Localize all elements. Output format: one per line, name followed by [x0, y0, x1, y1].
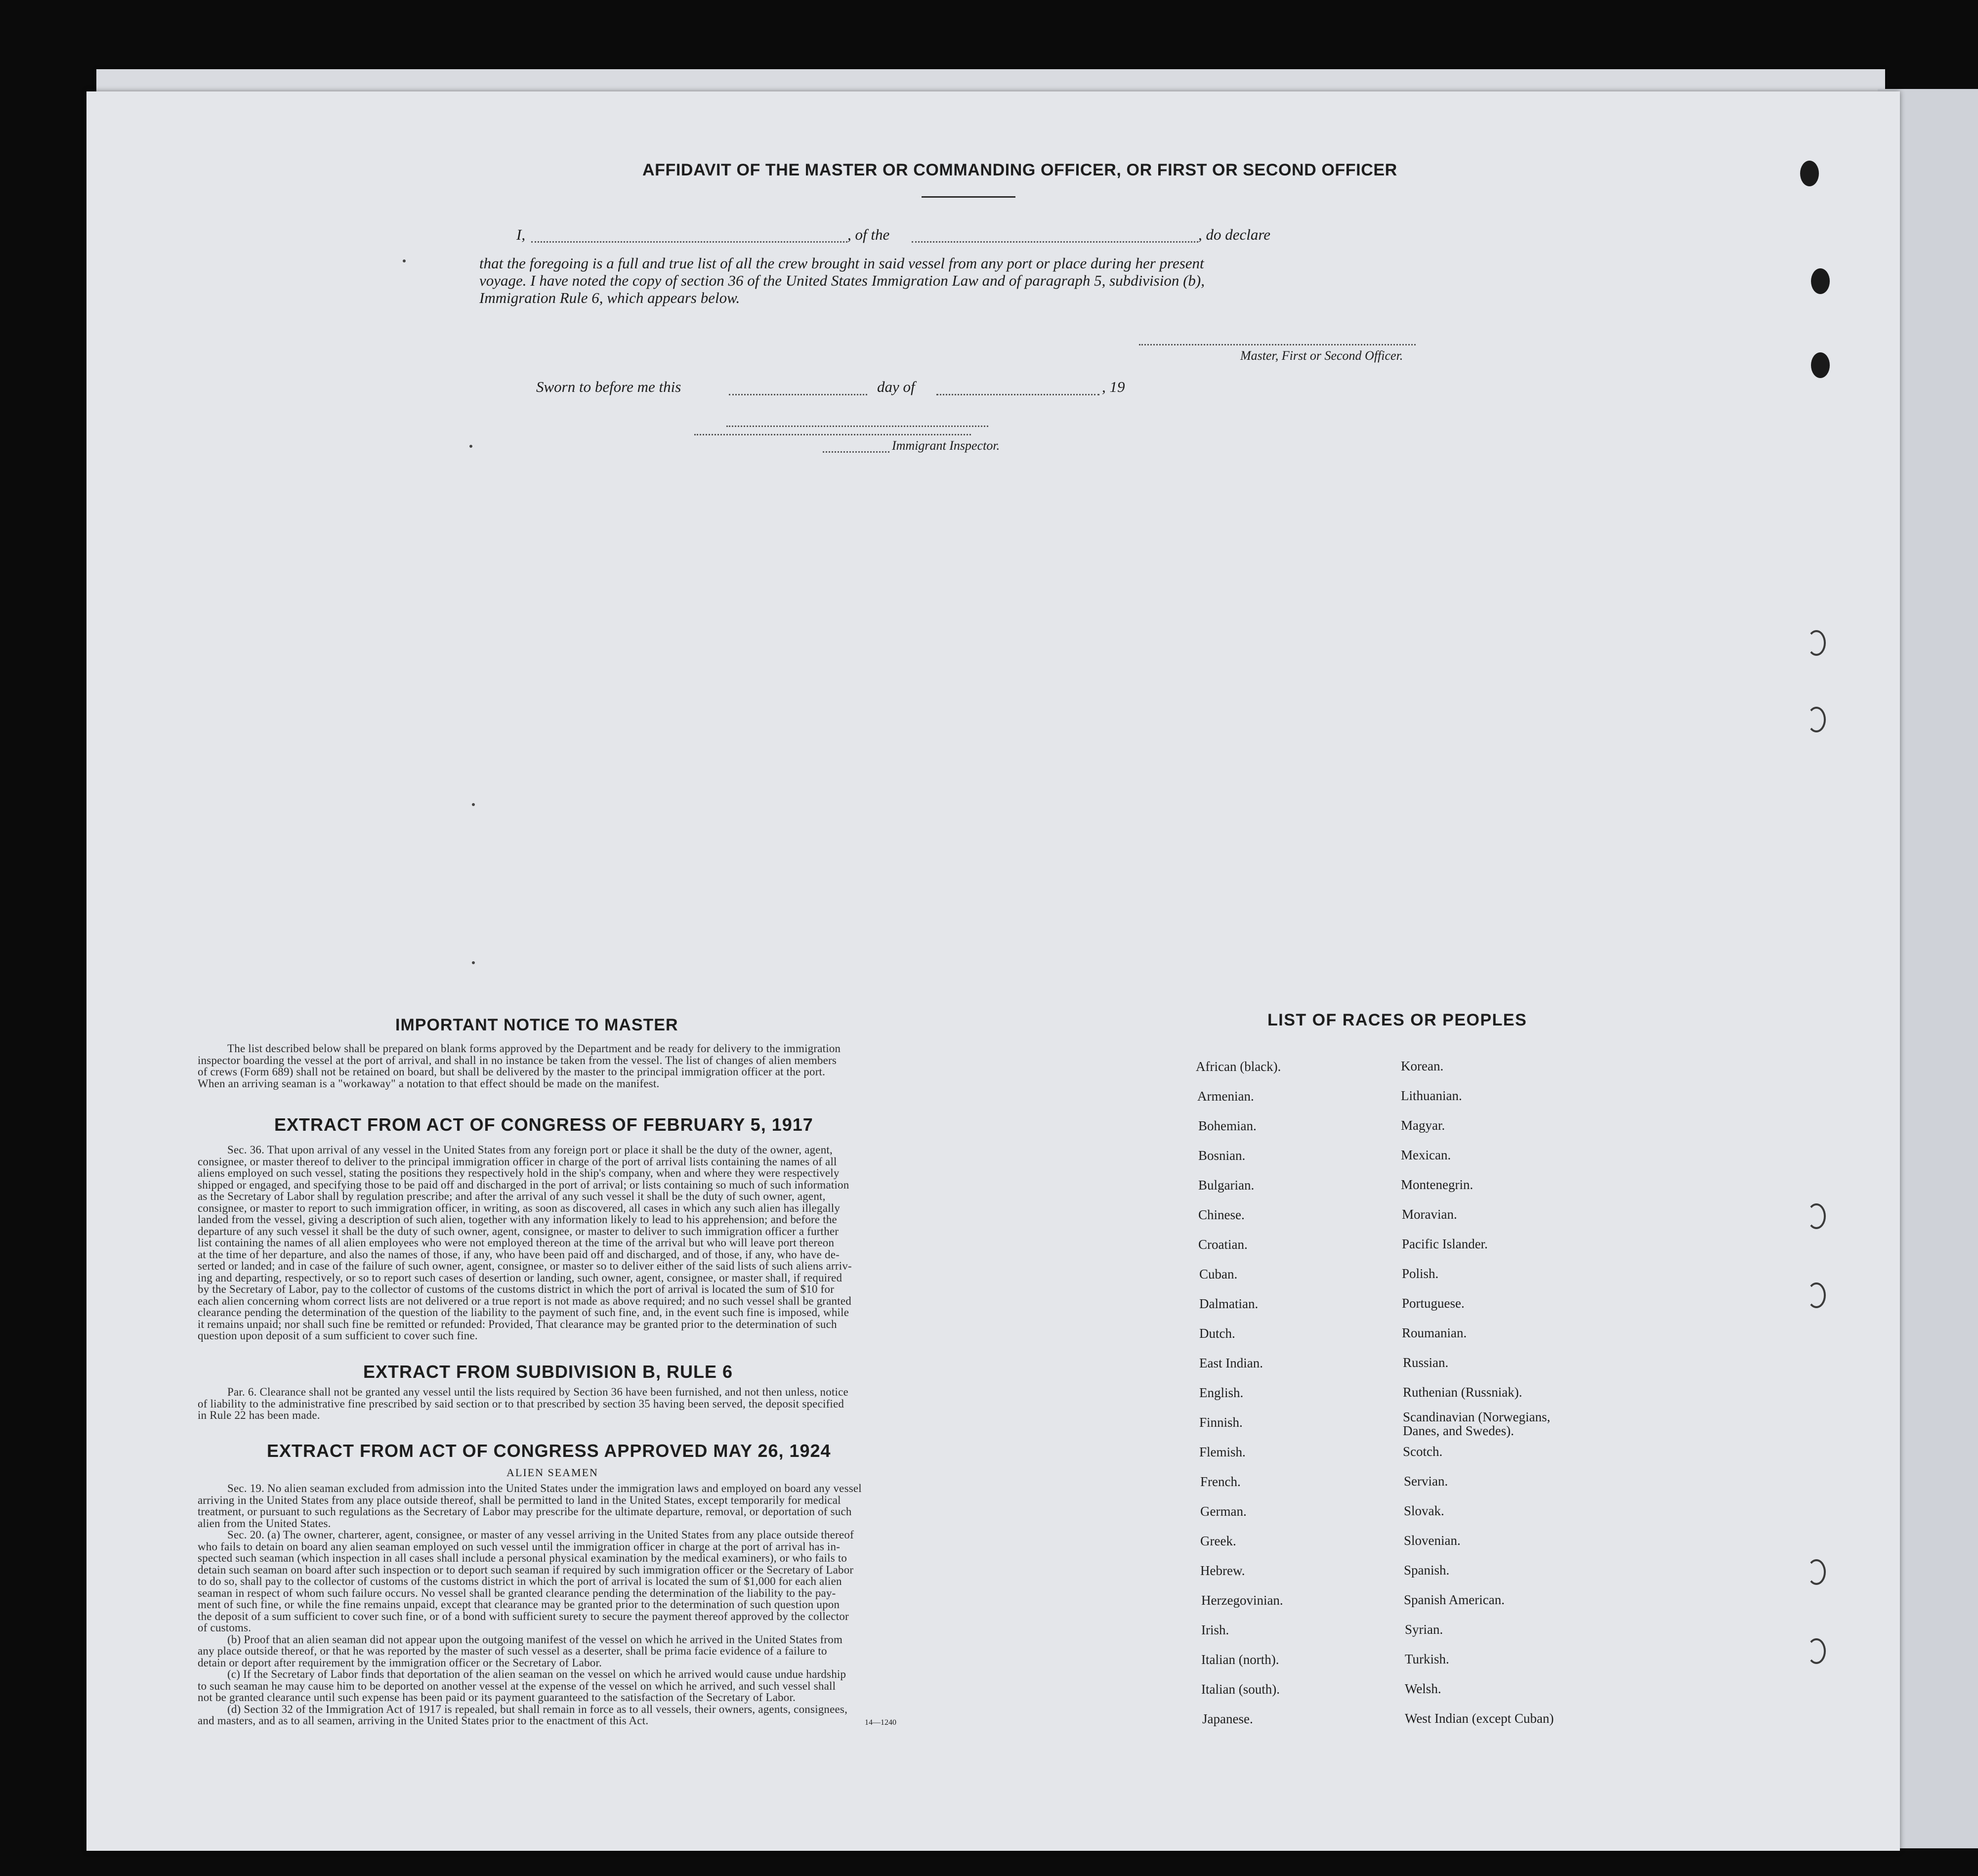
- rule6-title: EXTRACT FROM SUBDIVISION B, RULE 6: [363, 1362, 733, 1382]
- text-line: (d) Section 32 of the Immigration Act of 1917 is repealed, but shall remain in force as to all vessels, their owners, agents, consignees,: [227, 1703, 848, 1715]
- race-item: Dutch.: [1199, 1326, 1235, 1341]
- text-line: list containing the names of all alien employees who were not employed thereon at the time of the arrival but who will leave port thereon: [198, 1236, 835, 1249]
- binder-hole-icon: [1811, 268, 1830, 294]
- text-line: and masters, and as to all seamen, arriving in the United States prior to the enactment of this Act.: [198, 1714, 649, 1727]
- race-item: Slovenian.: [1404, 1533, 1461, 1548]
- race-item: Lithuanian.: [1401, 1088, 1462, 1103]
- text-line: arriving in the United States from any place outside thereof, shall be permitted to land in the United States, except temporarily for medical: [198, 1493, 841, 1506]
- text-line: treatment, or pursuant to such regulations as the Secretary of Labor may prescribe for the ultimate departure, removal, or deportation of such: [198, 1505, 852, 1518]
- text-line: (c) If the Secretary of Labor finds that deportation of the alien seaman on the vessel on which he arrived would cause undue hardship: [227, 1668, 846, 1680]
- binder-hole-icon: [1807, 1282, 1826, 1308]
- race-item: Polish.: [1402, 1266, 1439, 1281]
- text-line: inspector boarding the vessel at the port of arrival, and shall in no instance be taken from the vessel. The list of changes of alien members: [198, 1054, 837, 1066]
- race-item: Montenegrin.: [1401, 1177, 1473, 1192]
- text-line: departure of any such vessel it shall be the duty of such owner, agent, consignee, or master to deliver to such immigration officer a further: [198, 1225, 839, 1237]
- race-item: English.: [1199, 1385, 1244, 1400]
- race-item: Chinese.: [1198, 1207, 1245, 1222]
- text-line: When an arriving seaman is a "workaway" a notation to that effect should be made on the manifest.: [198, 1077, 660, 1090]
- text-line: the deposit of a sum sufficient to cover such fine, or of a bond with sufficient surety to secure the payment thereof approved by the collector: [198, 1610, 849, 1622]
- sworn-month-blank: [936, 394, 1099, 395]
- affidavit-of-the-label: , of the: [847, 226, 890, 243]
- race-item: Japanese.: [1202, 1711, 1253, 1726]
- text-line: it remains unpaid; nor shall such fine be remitted or refunded: Provided, That clearance may be granted prior to the determination of such: [198, 1318, 837, 1330]
- text-line: of liability to the administrative fine prescribed by said section or to that prescribed by section 35 having been served, the deposit specified: [198, 1397, 844, 1410]
- binder-hole-icon: [1807, 1638, 1826, 1664]
- binder-hole-icon: [1807, 707, 1826, 732]
- races-title: LIST OF RACES OR PEOPLES: [1267, 1011, 1527, 1029]
- race-item: Finnish.: [1199, 1415, 1243, 1430]
- text-line: detain or deport after requirement by the immigration officer or the Secretary of Labor.: [198, 1656, 602, 1669]
- title-underline: [922, 196, 1015, 198]
- inspector-blank-1: [726, 426, 988, 427]
- race-item: Slovak.: [1404, 1503, 1444, 1518]
- act1924-text: [198, 1483, 964, 1727]
- signature-blank: [1139, 344, 1416, 345]
- race-item: Italian (south).: [1201, 1682, 1280, 1697]
- text-line: consignee, or master to report to such immigration officer, in writing, as soon as discovered, all cases in which any such alien has illegally: [198, 1201, 841, 1214]
- race-item: German.: [1200, 1504, 1247, 1519]
- text-line: Sec. 20. (a) The owner, charterer, agent, consignee, or master of any vessel arriving in the United States from any place outside thereof: [227, 1529, 854, 1541]
- text-line: consignee, or master thereof to deliver to the principal immigration officer in charge of the port of arrival lists containing the names of all: [198, 1155, 837, 1168]
- race-item: Welsh.: [1405, 1681, 1441, 1696]
- race-item: Dalmatian.: [1199, 1296, 1259, 1311]
- race-item: East Indian.: [1199, 1356, 1263, 1370]
- margin-mark: [403, 259, 406, 262]
- race-item: French.: [1200, 1474, 1241, 1489]
- vessel-blank: [912, 241, 1198, 243]
- text-line: aliens employed on such vessel, stating the positions they respectively hold in the ship's company, when and where they were respectively: [198, 1167, 840, 1179]
- day-of-label: day of: [877, 378, 915, 395]
- race-item: Korean.: [1401, 1059, 1444, 1073]
- text-line: detain such seaman on board after such inspection or to deport such seaman if required by such immigration officer or the Secretary of Labor: [198, 1563, 854, 1576]
- race-item: Bohemian.: [1198, 1118, 1257, 1133]
- text-line: to do so, shall pay to the collector of customs of the customs district in which the port of arrival is located the sum of $1,000 for each alien: [198, 1575, 842, 1587]
- inspector-blank-3: [823, 451, 889, 453]
- affidavit-line-3: voyage. I have noted the copy of section 36 of the United States Immigration Law and of paragraph 5, subdivision (b),: [479, 272, 1205, 289]
- text-line: spected such seaman (which inspection in all cases shall include a personal physical examination by the medical examiners), or who fails to: [198, 1552, 847, 1564]
- race-item: Servian.: [1404, 1474, 1448, 1489]
- race-item: Roumanian.: [1402, 1325, 1467, 1340]
- text-line: as the Secretary of Labor shall by regulation prescribe; and after the arrival of any such vessel it shall be the duty of such owner, agent,: [198, 1190, 826, 1202]
- affidavit-do-declare-label: , do declare: [1198, 226, 1271, 243]
- sworn-label: Sworn to before me this: [536, 378, 681, 395]
- race-item: Syrian.: [1405, 1622, 1443, 1637]
- text-line: of customs.: [198, 1621, 252, 1634]
- margin-mark: [472, 803, 475, 806]
- text-line: alien from the United States.: [198, 1517, 331, 1530]
- act1924-subtitle: ALIEN SEAMEN: [506, 1466, 598, 1479]
- inspector-blank-2: [694, 434, 971, 435]
- rule6-text: [198, 1386, 964, 1421]
- binder-hole-icon: [1807, 1203, 1826, 1229]
- year-label: , 19: [1102, 378, 1125, 395]
- text-line: The list described below shall be prepared on blank forms approved by the Department and be ready for delivery to the immigration: [227, 1042, 841, 1055]
- race-item: Herzegovinian.: [1201, 1593, 1283, 1608]
- notice-title: IMPORTANT NOTICE TO MASTER: [395, 1016, 678, 1034]
- act1917-text: [198, 1144, 964, 1342]
- race-item: Magyar.: [1401, 1118, 1445, 1133]
- binder-hole-icon: [1807, 630, 1826, 656]
- margin-mark: [469, 445, 472, 448]
- text-line: ment of such fine, or while the fine remains unpaid, except that clearance may be granted prior to the determination of such question upon: [198, 1598, 840, 1611]
- text-line: by the Secretary of Labor, pay to the collector of customs of the customs district in which the port of arrival is located the sum of $10 for: [198, 1283, 835, 1295]
- text-line: shipped or engaged, and specifying those to be paid off and discharged in the port of arrival; or lists containing so much of such information: [198, 1178, 849, 1191]
- race-item: Spanish.: [1404, 1563, 1450, 1578]
- text-line: to such seaman he may cause him to be deported on another vessel at the expense of the vessel on which he arrived, and such vessel shall: [198, 1679, 836, 1692]
- text-line: each alien concerning whom correct lists are not delivered or a true report is not made as above required; and no such vessel shall be granted: [198, 1294, 851, 1307]
- race-item: Italian (north).: [1201, 1652, 1279, 1667]
- act1917-title: EXTRACT FROM ACT OF CONGRESS OF FEBRUARY 5, 1917: [274, 1114, 813, 1135]
- race-item: Portuguese.: [1402, 1296, 1465, 1311]
- race-item: Scandinavian (Norwegians, Danes, and Swedes).: [1403, 1409, 1551, 1438]
- race-item: Greek.: [1200, 1534, 1236, 1548]
- race-item: Flemish.: [1199, 1445, 1246, 1459]
- margin-mark: [472, 961, 475, 964]
- race-item: Pacific Islander.: [1402, 1236, 1488, 1251]
- affidavit-i-label: I,: [516, 226, 526, 243]
- race-item: Croatian.: [1198, 1237, 1248, 1252]
- text-line: Par. 6. Clearance shall not be granted any vessel until the lists required by Section 36 have been furnished, and not then unless, notice: [227, 1386, 848, 1398]
- act1924-title: EXTRACT FROM ACT OF CONGRESS APPROVED MAY 26, 1924: [267, 1441, 831, 1461]
- race-item: Spanish American.: [1404, 1592, 1505, 1607]
- text-line: (b) Proof that an alien seaman did not appear upon the outgoing manifest of the vessel on which he arrived in the United States from: [227, 1633, 843, 1646]
- text-line: who fails to detain on board any alien seaman employed on such vessel until the immigration officer in charge at the port of arrival has in-: [198, 1540, 841, 1553]
- notice-text: [198, 1043, 964, 1089]
- race-item: Moravian.: [1402, 1207, 1457, 1222]
- affidavit-line-2: that the foregoing is a full and true list of all the crew brought in said vessel from any port or place during her present: [479, 255, 1204, 272]
- binder-hole-icon: [1800, 161, 1819, 186]
- inspector-caption: Immigrant Inspector.: [892, 438, 1000, 453]
- form-number: 14—1240: [865, 1718, 896, 1727]
- race-item: Hebrew.: [1200, 1563, 1245, 1578]
- text-line: any place outside thereof, or that he was reported by the master of such vessel as a deserter, shall be prima facie evidence of a failure to: [198, 1645, 827, 1657]
- text-line: at the time of her departure, and also the names of those, if any, who have been paid off and discharged, and of those, if any, who have de-: [198, 1248, 840, 1261]
- text-line: not be granted clearance until such expense has been paid or its payment guaranteed to the satisfaction of the Secretary of Labor.: [198, 1691, 796, 1704]
- race-item: West Indian (except Cuban): [1405, 1711, 1554, 1726]
- race-item: African (black).: [1196, 1059, 1281, 1074]
- race-item: Cuban.: [1199, 1267, 1238, 1281]
- text-line: landed from the vessel, giving a description of such alien, together with any information likely to lead to his apprehension; and before the: [198, 1213, 837, 1226]
- text-line: clearance pending the determination of the question of the liability to the payment of such fine, and, in the event such fine is imposed, while: [198, 1306, 849, 1319]
- text-line: Sec. 19. No alien seaman excluded from admission into the United States under the immigration laws and employed on board any vessel: [227, 1482, 862, 1494]
- text-line: Sec. 36. That upon arrival of any vessel in the United States from any foreign port or place it shall be the duty of the owner, agent,: [227, 1144, 833, 1156]
- binder-hole-icon: [1811, 352, 1830, 378]
- name-blank: [531, 241, 847, 243]
- text-line: seaman in respect of whom such failure occurs. No vessel shall be granted clearance pending the determination of the liability to the pay-: [198, 1586, 836, 1599]
- text-line: question upon deposit of a sum sufficient to cover such fine.: [198, 1329, 478, 1342]
- race-item: Scotch.: [1403, 1444, 1443, 1459]
- race-item: Ruthenian (Russniak).: [1403, 1385, 1522, 1400]
- document-page: [86, 91, 1900, 1851]
- race-item: Turkish.: [1405, 1652, 1449, 1666]
- race-item: Bosnian.: [1198, 1148, 1246, 1163]
- affidavit-title: AFFIDAVIT OF THE MASTER OR COMMANDING OFFICER, OR FIRST OR SECOND OFFICER: [642, 161, 1397, 179]
- signature-caption: Master, First or Second Officer.: [1240, 348, 1403, 363]
- affidavit-line-4: Immigration Rule 6, which appears below.: [479, 289, 740, 306]
- binder-hole-icon: [1807, 1559, 1826, 1585]
- text-line: of crews (Form 689) shall not be retained on board, but shall be delivered by the master to the principal immigration officer at the port.: [198, 1066, 826, 1078]
- sworn-day-blank: [729, 394, 867, 395]
- text-line: ing and departing, respectively, or so to report such cases of desertion or landing, such owner, agent, consignee, or master shall, if required: [198, 1271, 842, 1284]
- race-item: Mexican.: [1401, 1148, 1451, 1162]
- race-item: Russian.: [1403, 1355, 1449, 1370]
- race-item: Bulgarian.: [1198, 1178, 1255, 1193]
- race-item: Armenian.: [1197, 1089, 1254, 1104]
- text-line: serted or landed; and in case of the failure of such owner, agent, consignee, or master so to deliver either of the said lists of such aliens arriv-: [198, 1260, 852, 1272]
- race-item: Irish.: [1201, 1622, 1229, 1637]
- text-line: in Rule 22 has been made.: [198, 1409, 320, 1421]
